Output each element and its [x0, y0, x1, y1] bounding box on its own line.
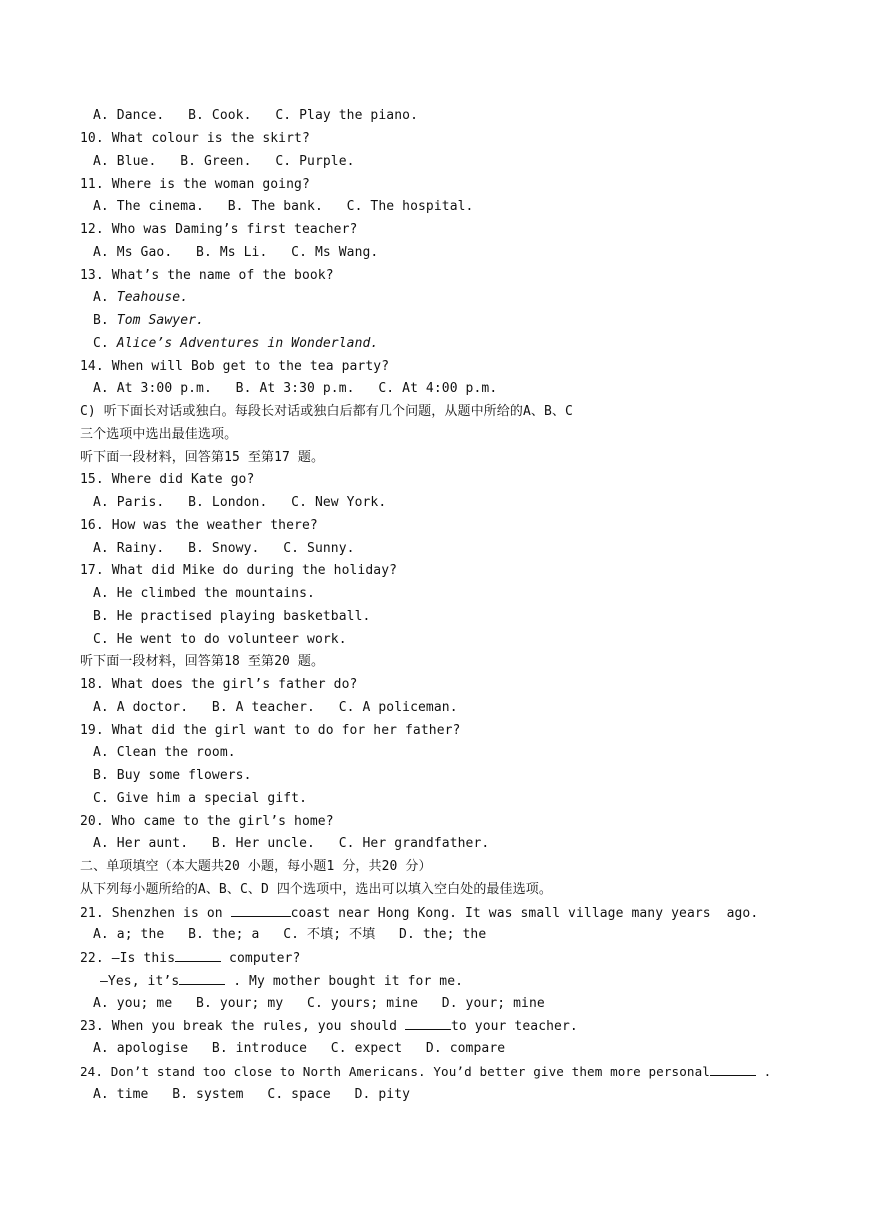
book-title: Teahouse. — [116, 290, 189, 305]
q22-reply — [100, 972, 463, 991]
section-2-heading: 二、单项填空（本大题共20 小题，每小题1 分，共20 分） — [80, 859, 432, 874]
q13-option-a — [93, 289, 188, 307]
option-label: C. — [93, 336, 117, 351]
q14-question: 14. When will Bob get to the tea party? — [80, 359, 390, 374]
q22-question — [80, 949, 300, 968]
q18-options: A. A doctor. B. A teacher. C. A policeman. — [93, 700, 458, 715]
q17-question: 17. What did Mike do during the holiday? — [80, 563, 398, 578]
q22-reply-after: . My mother bought it for me. — [225, 974, 464, 989]
q20-question: 20. Who came to the girl’s home? — [80, 814, 334, 829]
q12-question: 12. Who was Daming’s first teacher? — [80, 222, 358, 237]
q21-question — [80, 904, 758, 923]
q22-reply-before: —Yes, it’s — [100, 974, 180, 989]
q23-options: A. apologise B. introduce C. expect D. compare — [93, 1041, 506, 1056]
answer-blank — [175, 949, 221, 962]
q12-options: A. Ms Gao. B. Ms Li. C. Ms Wang. — [93, 245, 379, 260]
q23-question — [80, 1017, 578, 1036]
q19-option-c: C. Give him a special gift. — [93, 791, 308, 806]
q10-options: A. Blue. B. Green. C. Purple. — [93, 154, 355, 169]
q22-text-before: 22. —Is this — [80, 951, 176, 966]
q19-option-a: A. Clean the room. — [93, 745, 236, 760]
q24-options: A. time B. system C. space D. pity — [93, 1087, 411, 1102]
section-2-instruction: 从下列每小题所给的A、B、C、D 四个选项中，选出可以填入空白处的最佳选项。 — [80, 882, 552, 897]
q11-options: A. The cinema. B. The bank. C. The hospital. — [93, 199, 474, 214]
material-18-20-heading: 听下面一段材料，回答第18 至第20 题。 — [80, 654, 325, 669]
section-c-instruction: C) 听下面长对话或独白。每段长对话或独白后都有几个问题，从题中所给的A、B、C — [80, 404, 573, 419]
q21-options: A. a; the B. the; a C. 不填; 不填 D. the; the — [93, 927, 487, 942]
q13-question: 13. What’s the name of the book? — [80, 268, 334, 283]
q22-text-after: computer? — [221, 951, 301, 966]
q13-option-b — [93, 312, 204, 330]
book-title: Tom Sawyer. — [116, 313, 204, 328]
answer-blank — [710, 1063, 756, 1076]
q17-option-b: B. He practised playing basketball. — [93, 609, 371, 624]
q20-options: A. Her aunt. B. Her uncle. C. Her grandfather. — [93, 836, 490, 851]
q10-question: 10. What colour is the skirt? — [80, 131, 310, 146]
q19-question: 19. What did the girl want to do for her father? — [80, 723, 461, 738]
answer-blank — [231, 904, 291, 917]
q11-question: 11. Where is the woman going? — [80, 177, 310, 192]
q23-text-after: to your teacher. — [451, 1019, 578, 1034]
book-title: Alice’s Adventures in Wonderland. — [116, 336, 379, 351]
q13-option-c — [93, 335, 378, 353]
q21-text-after: coast near Hong Kong. It was small village many years ago. — [290, 906, 759, 921]
option-label: B. — [93, 313, 117, 328]
q24-text-before: 24. Don’t stand too close to North Americans. You’d better give them more personal — [80, 1064, 710, 1079]
q15-question: 15. Where did Kate go? — [80, 472, 255, 487]
material-15-17-heading: 听下面一段材料，回答第15 至第17 题。 — [80, 450, 325, 465]
q16-question: 16. How was the weather there? — [80, 518, 318, 533]
q24-question — [80, 1063, 771, 1081]
q19-option-b: B. Buy some flowers. — [93, 768, 252, 783]
answer-blank — [405, 1017, 451, 1030]
q18-question: 18. What does the girl’s father do? — [80, 677, 358, 692]
section-c-instruction-cont: 三个选项中选出最佳选项。 — [80, 427, 238, 442]
q9-options: A. Dance. B. Cook. C. Play the piano. — [93, 108, 418, 123]
q15-options: A. Paris. B. London. C. New York. — [93, 495, 387, 510]
q22-options: A. you; me B. your; my C. yours; mine D. your; mine — [93, 996, 545, 1011]
option-label: A. — [93, 290, 117, 305]
q16-options: A. Rainy. B. Snowy. C. Sunny. — [93, 541, 355, 556]
q23-text-before: 23. When you break the rules, you should — [80, 1019, 405, 1034]
q17-option-a: A. He climbed the mountains. — [93, 586, 315, 601]
answer-blank — [179, 972, 225, 985]
q17-option-c: C. He went to do volunteer work. — [93, 632, 347, 647]
q21-text-before: 21. Shenzhen is on — [80, 906, 231, 921]
q24-text-after: . — [755, 1064, 772, 1079]
q14-options: A. At 3:00 p.m. B. At 3:30 p.m. C. At 4:00 p.m. — [93, 381, 498, 396]
